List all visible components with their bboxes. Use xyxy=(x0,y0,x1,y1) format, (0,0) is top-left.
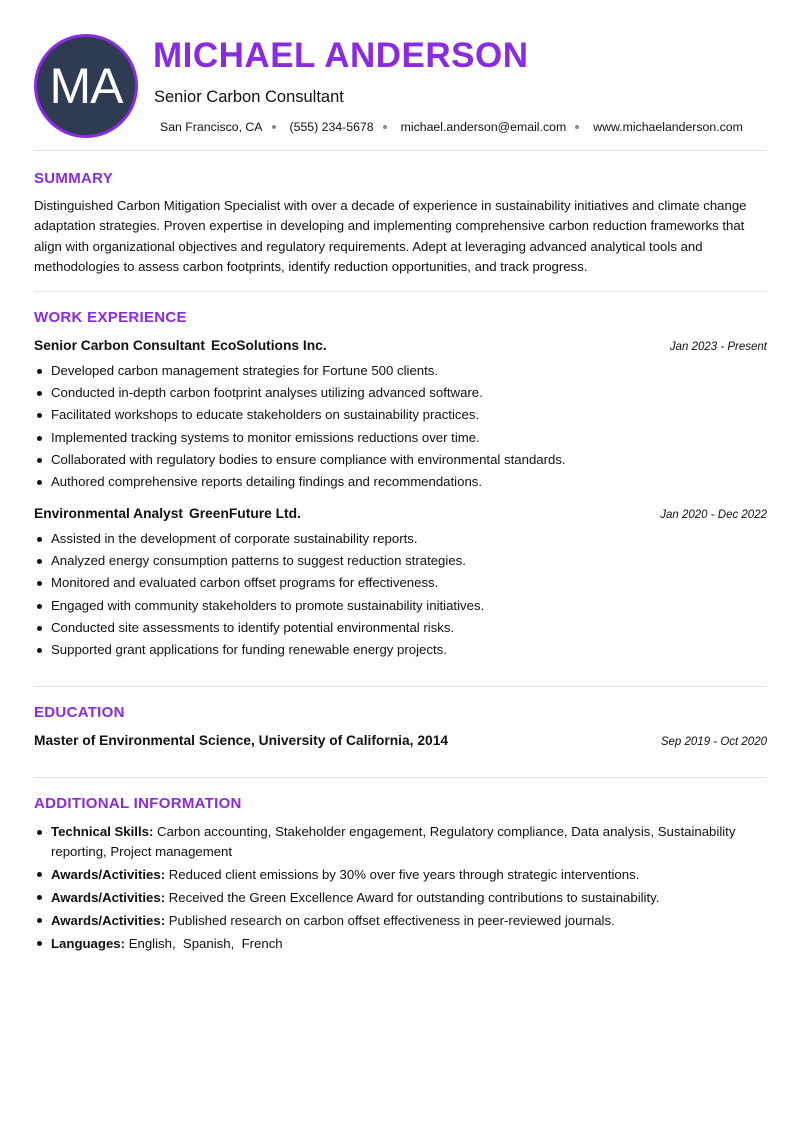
item-label: Technical Skills: xyxy=(51,824,154,839)
additional-list xyxy=(34,822,767,957)
contact-location: San Francisco, CA xyxy=(160,120,263,134)
contact-bar xyxy=(160,120,743,134)
item-label: Languages: xyxy=(51,935,126,951)
list-item xyxy=(34,934,767,954)
section-divider xyxy=(34,686,767,687)
job-company: GreenFuture Ltd. xyxy=(189,506,301,521)
list-item xyxy=(34,911,767,931)
job-bullets xyxy=(34,360,767,493)
list-item: Implemented tracking systems to monitor emissions reductions over time. xyxy=(34,427,767,449)
list-item: Conducted in-depth carbon footprint analyses utilizing advanced software. xyxy=(34,382,767,404)
separator-dot-icon xyxy=(575,125,579,129)
list-item: Supported grant applications for funding renewable energy projects. xyxy=(34,639,767,661)
item-text: Reduced client emissions by 30% over five years through strategic interventions. xyxy=(168,866,640,882)
list-item: Facilitated workshops to educate stakeholders on sustainability practices. xyxy=(34,404,767,426)
education-degree: Master of Environmental Science, University of California, 2014 xyxy=(34,733,449,748)
list-item: Monitored and evaluated carbon offset programs for effectiveness. xyxy=(34,572,767,594)
education-entry xyxy=(34,733,767,748)
job-header xyxy=(34,506,767,521)
list-item: Engaged with community stakeholders to promote sustainability initiatives. xyxy=(34,595,767,617)
contact-website[interactable]: www.michaelanderson.com xyxy=(593,120,743,134)
education-heading: EDUCATION xyxy=(34,704,125,721)
list-item: Collaborated with regulatory bodies to ensure compliance with environmental standards. xyxy=(34,449,767,471)
job-header xyxy=(34,338,767,353)
section-divider xyxy=(34,150,767,151)
separator-dot-icon xyxy=(383,125,387,129)
additional-heading: ADDITIONAL INFORMATION xyxy=(34,795,242,812)
list-item xyxy=(34,822,767,861)
job-bullets xyxy=(34,528,767,661)
candidate-name: MICHAEL ANDERSON xyxy=(153,36,529,75)
summary-text: Distinguished Carbon Mitigation Specialist with over a decade of experience in sustainability initiatives and climate change adaptation strategies. Proven expertise in developing and implementing comprehensive carbon reduction frameworks that align with organizational objectives and regulatory requirements. Adept at leveraging advanced analytical tools and methodologies to assess carbon footprints, identify reduction opportunities, and track progress. xyxy=(34,198,747,274)
section-divider xyxy=(34,777,767,778)
avatar xyxy=(34,34,138,138)
list-item: Assisted in the development of corporate sustainability reports. xyxy=(34,528,767,550)
candidate-title: Senior Carbon Consultant xyxy=(154,88,344,106)
list-item xyxy=(34,888,767,908)
separator-dot-icon xyxy=(272,125,276,129)
list-item: Authored comprehensive reports detailing findings and recommendations. xyxy=(34,471,767,493)
job-dates: Jan 2020 - Dec 2022 xyxy=(660,509,767,521)
item-text: Received the Green Excellence Award for outstanding contributions to sustainability. xyxy=(168,889,660,905)
item-text: Published research on carbon offset effectiveness in peer-reviewed journals. xyxy=(168,912,615,928)
list-item: Conducted site assessments to identify potential environmental risks. xyxy=(34,617,767,639)
experience-heading: WORK EXPERIENCE xyxy=(34,309,187,326)
item-text: Carbon accounting, Stakeholder engagement, Regulatory compliance, Data analysis, Sustainability reporting, Project management xyxy=(51,824,736,859)
avatar-initials: MA xyxy=(49,58,123,114)
contact-phone: (555) 234-5678 xyxy=(289,120,374,134)
summary-heading: SUMMARY xyxy=(34,170,114,187)
list-item: Analyzed energy consumption patterns to suggest reduction strategies. xyxy=(34,550,767,572)
item-label: Awards/Activities: xyxy=(51,889,166,905)
list-item: Developed carbon management strategies for Fortune 500 clients. xyxy=(34,360,767,382)
education-dates: Sep 2019 - Oct 2020 xyxy=(660,736,767,748)
item-label: Awards/Activities: xyxy=(51,866,166,882)
job-role: Senior Carbon Consultant xyxy=(34,338,205,353)
item-label: Awards/Activities: xyxy=(51,912,166,928)
job-company: EcoSolutions Inc. xyxy=(210,338,327,353)
job-dates: Jan 2023 - Present xyxy=(669,341,767,353)
job-role: Environmental Analyst xyxy=(34,506,183,521)
item-text: English, Spanish, French xyxy=(128,935,283,951)
contact-email[interactable]: michael.anderson@email.com xyxy=(400,120,567,134)
section-divider xyxy=(34,291,767,292)
list-item xyxy=(34,865,767,885)
